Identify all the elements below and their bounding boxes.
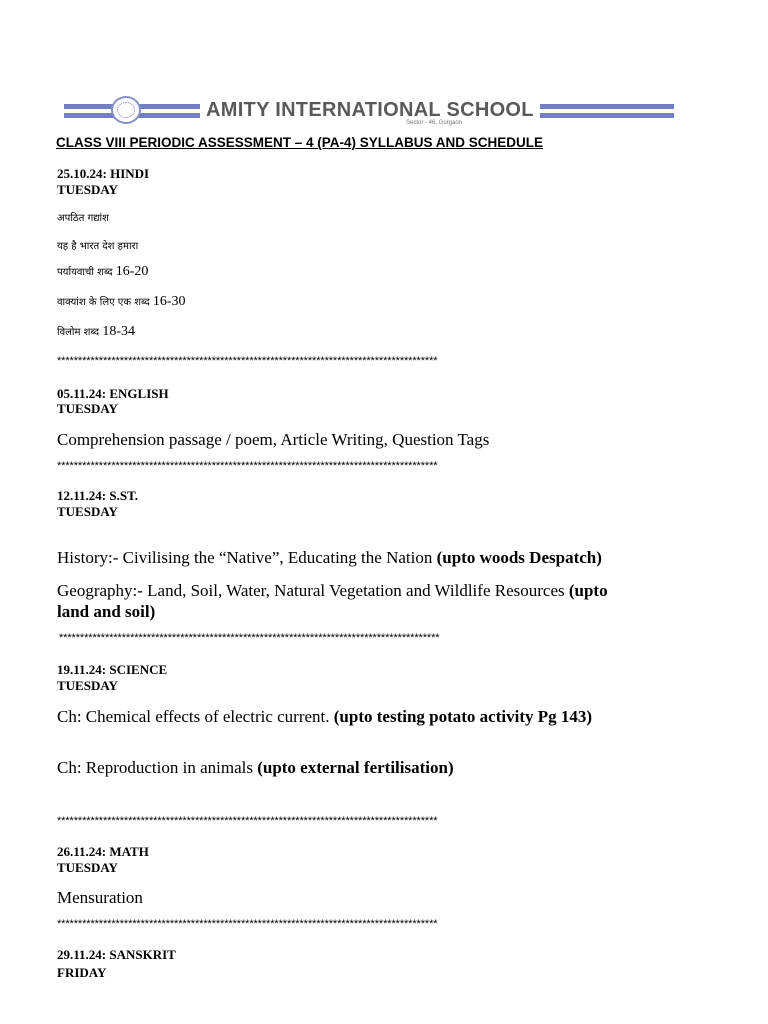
hindi-topic-3: पर्यायवाची शब्द 16-20 (57, 264, 149, 279)
math-syllabus: Mensuration (57, 888, 143, 907)
separator: ******************************************************************************************* (57, 918, 438, 930)
separator: ******************************************************************************************* (57, 460, 438, 472)
sst-history: History:- Civilising the “Native”, Educating the Nation (upto woods Despatch) (57, 548, 602, 567)
exam-day-sanskrit: FRIDAY (57, 965, 107, 980)
exam-day-sst: TUESDAY (57, 504, 118, 519)
hindi-topic-1: अपठित गद्यांश (57, 213, 109, 224)
exam-date-math: 26.11.24: MATH (57, 844, 149, 859)
page-title: CLASS VIII PERIODIC ASSESSMENT – 4 (PA-4) SYLLABUS AND SCHEDULE (56, 135, 544, 150)
sst-geography: Geography:- Land, Soil, Water, Natural Vegetation and Wildlife Resources (upto (57, 581, 608, 600)
school-name: AMITY INTERNATIONAL SCHOOL (200, 99, 540, 121)
exam-date-sanskrit: 29.11.24: SANSKRIT (57, 947, 176, 962)
exam-date-english: 05.11.24: ENGLISH (57, 386, 169, 401)
hindi-topic-4: वाक्यांश के लिए एक शब्द 16-30 (57, 294, 186, 309)
school-crest-icon (111, 96, 141, 124)
exam-day-science: TUESDAY (57, 678, 118, 693)
sst-geography-cont: land and soil) (57, 602, 156, 621)
separator: ******************************************************************************************* (57, 815, 438, 827)
separator: ******************************************************************************************* (59, 632, 440, 644)
hindi-topic-5: विलोम शब्द 18-34 (57, 324, 135, 339)
english-syllabus: Comprehension passage / poem, Article Writing, Question Tags (57, 430, 490, 449)
exam-day-hindi: TUESDAY (57, 182, 118, 197)
science-ch2: Ch: Reproduction in animals (upto external fertilisation) (57, 758, 454, 777)
school-letterhead (64, 96, 674, 126)
school-address: Sector - 46, Gurgaon (406, 120, 463, 126)
hindi-topic-2: यह है भारत देश हमारा (57, 241, 139, 252)
exam-day-math: TUESDAY (57, 860, 118, 875)
science-ch1: Ch: Chemical effects of electric current. (upto testing potato activity Pg 143) (57, 707, 593, 726)
exam-date-science: 19.11.24: SCIENCE (57, 662, 168, 677)
exam-date-sst: 12.11.24: S.ST. (57, 488, 139, 503)
exam-date-hindi: 25.10.24: HINDI (57, 166, 150, 181)
separator: ******************************************************************************************* (57, 355, 438, 367)
exam-day-english: TUESDAY (57, 401, 118, 416)
